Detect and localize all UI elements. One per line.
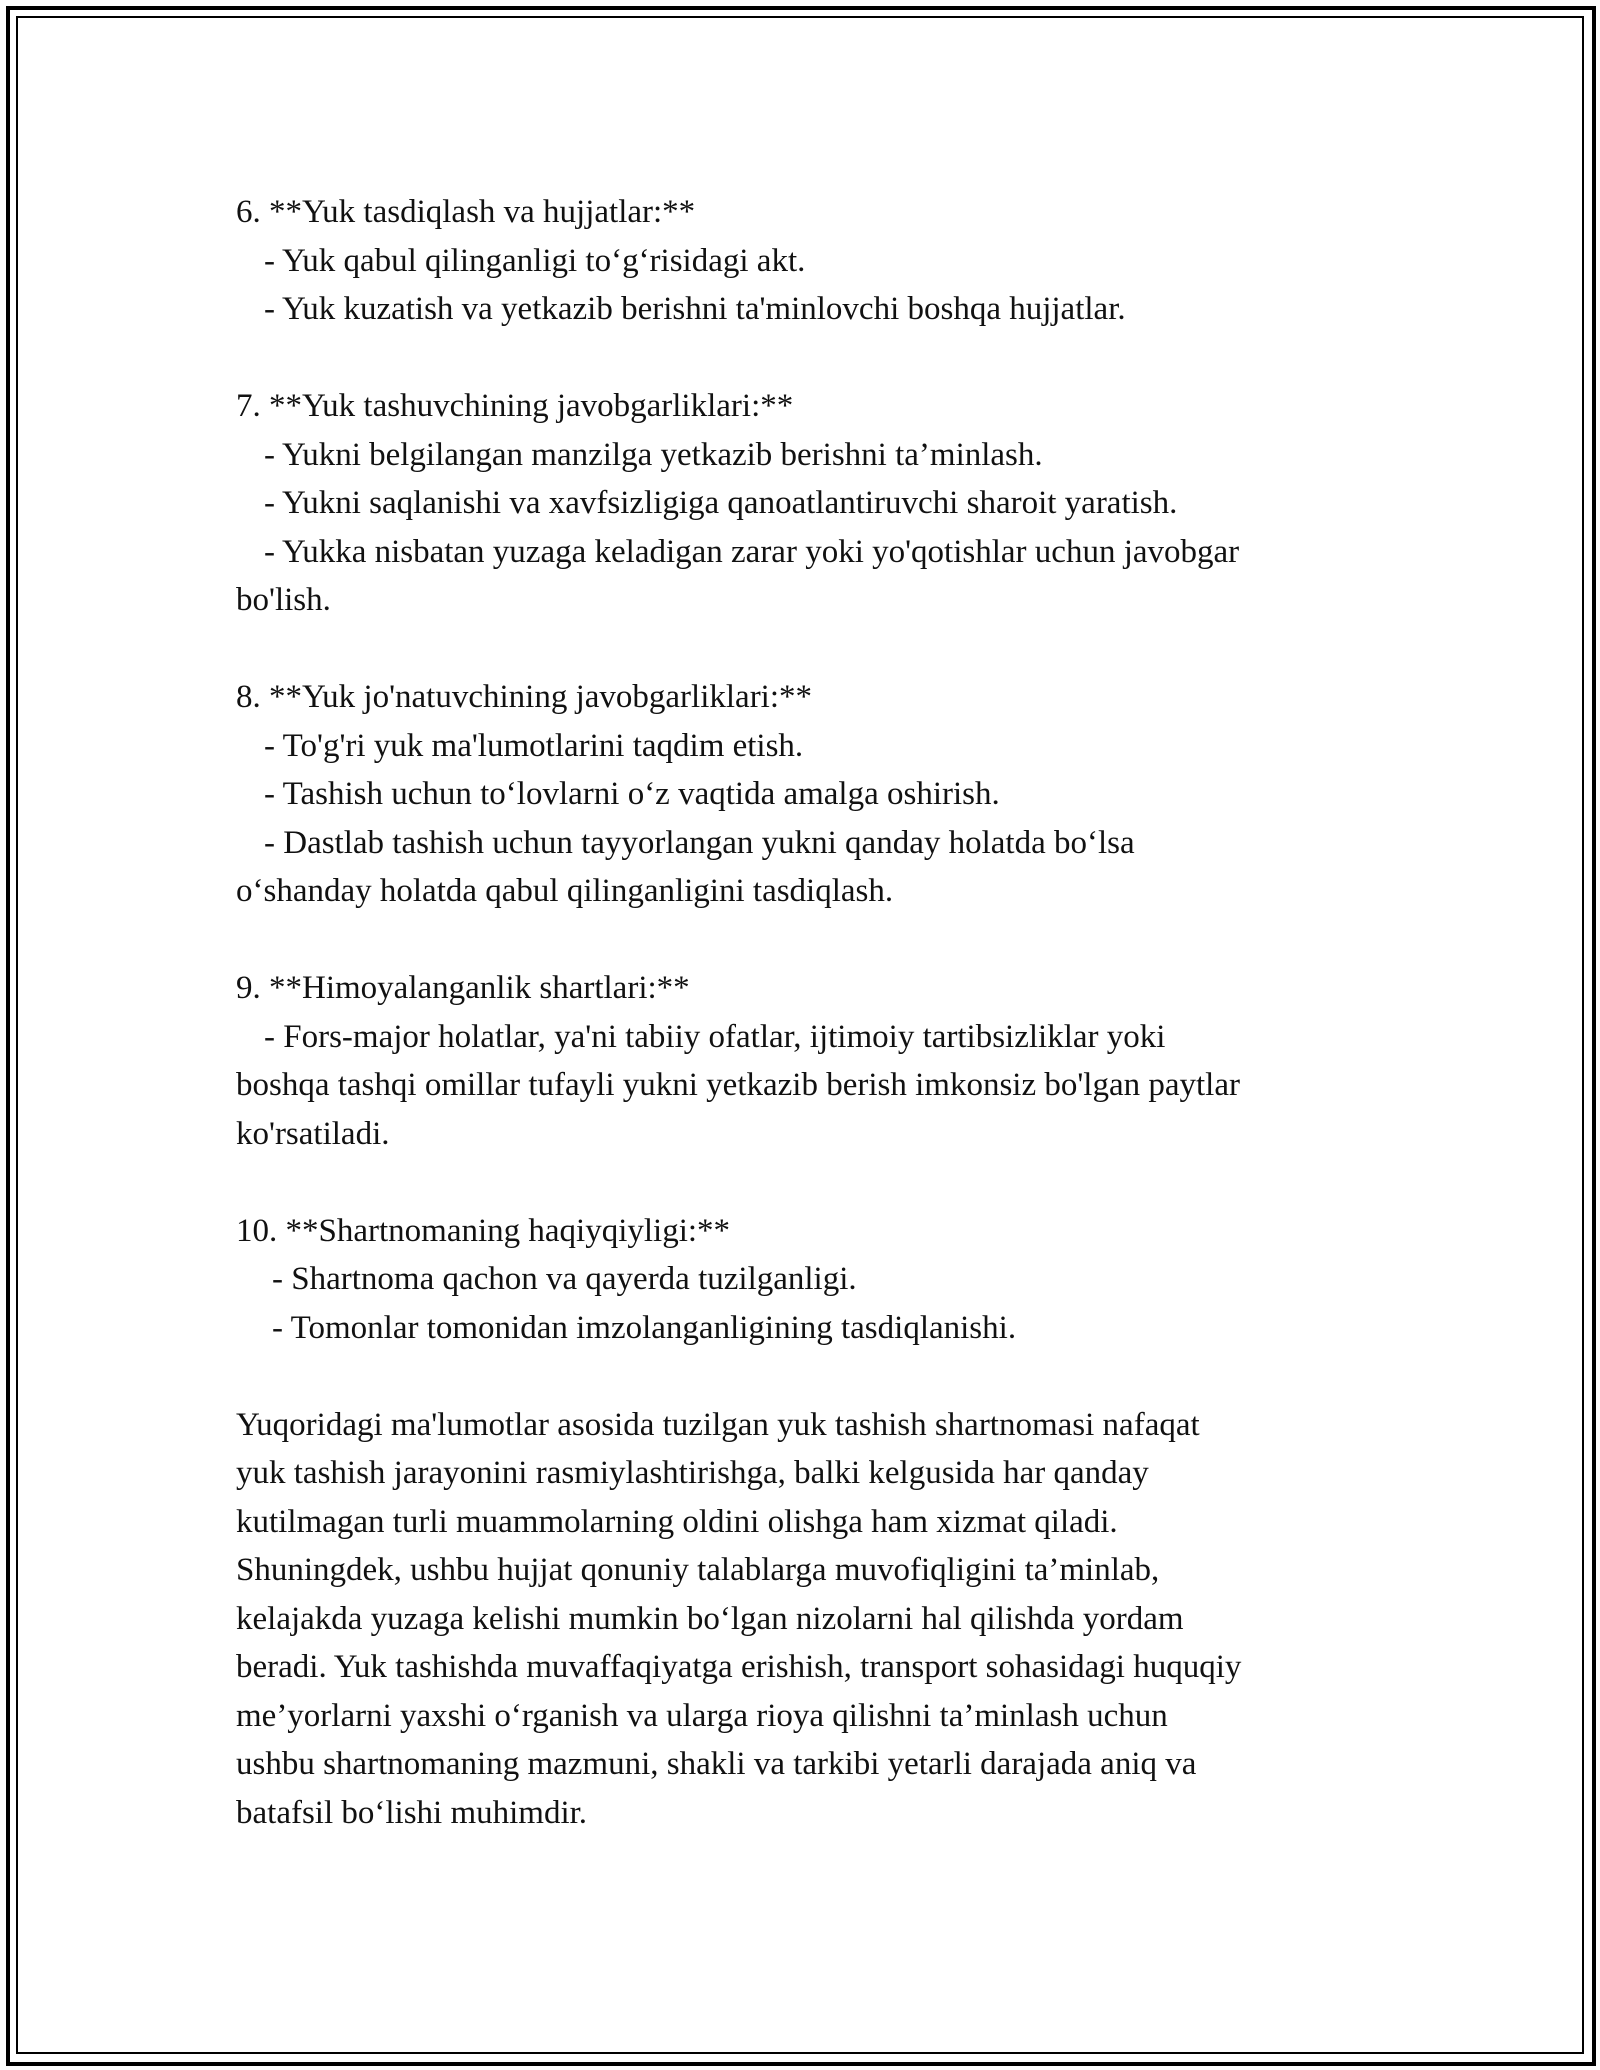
list-item: - Tomonlar tomonidan imzolanganligining tasdiqlanishi.: [272, 1309, 1017, 1346]
list-item: - Yukni belgilangan manzilga yetkazib berishni ta’minlash.: [264, 436, 1043, 473]
list-item: - To'g'ri yuk ma'lumotlarini taqdim etish.: [264, 727, 804, 764]
section-heading: 6. **Yuk tasdiqlash va hujjatlar:**: [236, 194, 696, 230]
paragraph-line: kelajakda yuzaga kelishi mumkin bo‘lgan nizolarni hal qilishda yordam: [236, 1600, 1184, 1637]
list-item-continuation: boshqa tashqi omillar tufayli yukni yetkazib berish imkonsiz bo'lgan paytlar: [236, 1067, 1240, 1103]
section-heading: 10. **Shartnomaning haqiyqiyligi:**: [236, 1212, 731, 1249]
paragraph-line: kutilmagan turli muammolarning oldini olishga ham xizmat qiladi.: [236, 1503, 1118, 1540]
paragraph-line: ushbu shartnomaning mazmuni, shakli va tarkibi yetarli darajada aniq va: [236, 1746, 1197, 1782]
list-item-continuation: bo'lish.: [236, 582, 331, 618]
paragraph-line: me’yorlarni yaxshi o‘rganish va ularga rioya qilishni ta’minlash uchun: [236, 1697, 1168, 1734]
list-item: - Shartnoma qachon va qayerda tuzilganligi.: [272, 1261, 857, 1297]
list-item: - Fors-major holatlar, ya'ni tabiiy ofatlar, ijtimoiy tartibsizliklar yoki: [264, 1018, 1166, 1055]
list-item-continuation: o‘shanday holatda qabul qilinganligini tasdiqlash.: [236, 873, 894, 909]
list-item: - Yukka nisbatan yuzaga keladigan zarar yoki yo'qotishlar uchun javobgar: [264, 533, 1240, 570]
section-heading: 9. **Himoyalanganlik shartlari:**: [236, 970, 690, 1006]
list-item: - Tashish uchun to‘lovlarni o‘z vaqtida amalga oshirish.: [264, 776, 1000, 812]
paragraph-line: beradi. Yuk tashishda muvaffaqiyatga erishish, transport sohasidagi huquqiy: [236, 1649, 1242, 1685]
list-item: - Yuk qabul qilinganligi to‘g‘risidagi akt.: [264, 242, 806, 279]
section-6: [236, 188, 1376, 334]
list-item: - Yukni saqlanishi va xavfsizligiga qanoatlantiruvchi sharoit yaratish.: [264, 485, 1178, 521]
paragraph-line: batafsil bo‘lishi muhimdir.: [236, 1794, 588, 1831]
list-item: - Yuk kuzatish va yetkazib berishni ta'minlovchi boshqa hujjatlar.: [264, 291, 1126, 327]
section-9: [236, 964, 1376, 1158]
section-8: [236, 673, 1376, 916]
list-item-continuation: ko'rsatiladi.: [236, 1115, 390, 1152]
paragraph-line: Yuqoridagi ma'lumotlar asosida tuzilgan yuk tashish shartnomasi nafaqat: [236, 1406, 1200, 1443]
document-body: [236, 188, 1376, 1837]
section-7: [236, 382, 1376, 625]
section-heading: 7. **Yuk tashuvchining javobgarliklari:**: [236, 388, 794, 424]
conclusion-paragraph: [236, 1401, 1376, 1838]
section-heading: 8. **Yuk jo'natuvchining javobgarliklari:**: [236, 679, 813, 715]
paragraph-line: Shuningdek, ushbu hujjat qonuniy talablarga muvofiqligini ta’minlab,: [236, 1552, 1160, 1588]
paragraph-line: yuk tashish jarayonini rasmiylashtirishga, balki kelgusida har qanday: [236, 1455, 1149, 1491]
section-10: [236, 1207, 1376, 1353]
list-item: - Dastlab tashish uchun tayyorlangan yukni qanday holatda bo‘lsa: [264, 824, 1135, 861]
